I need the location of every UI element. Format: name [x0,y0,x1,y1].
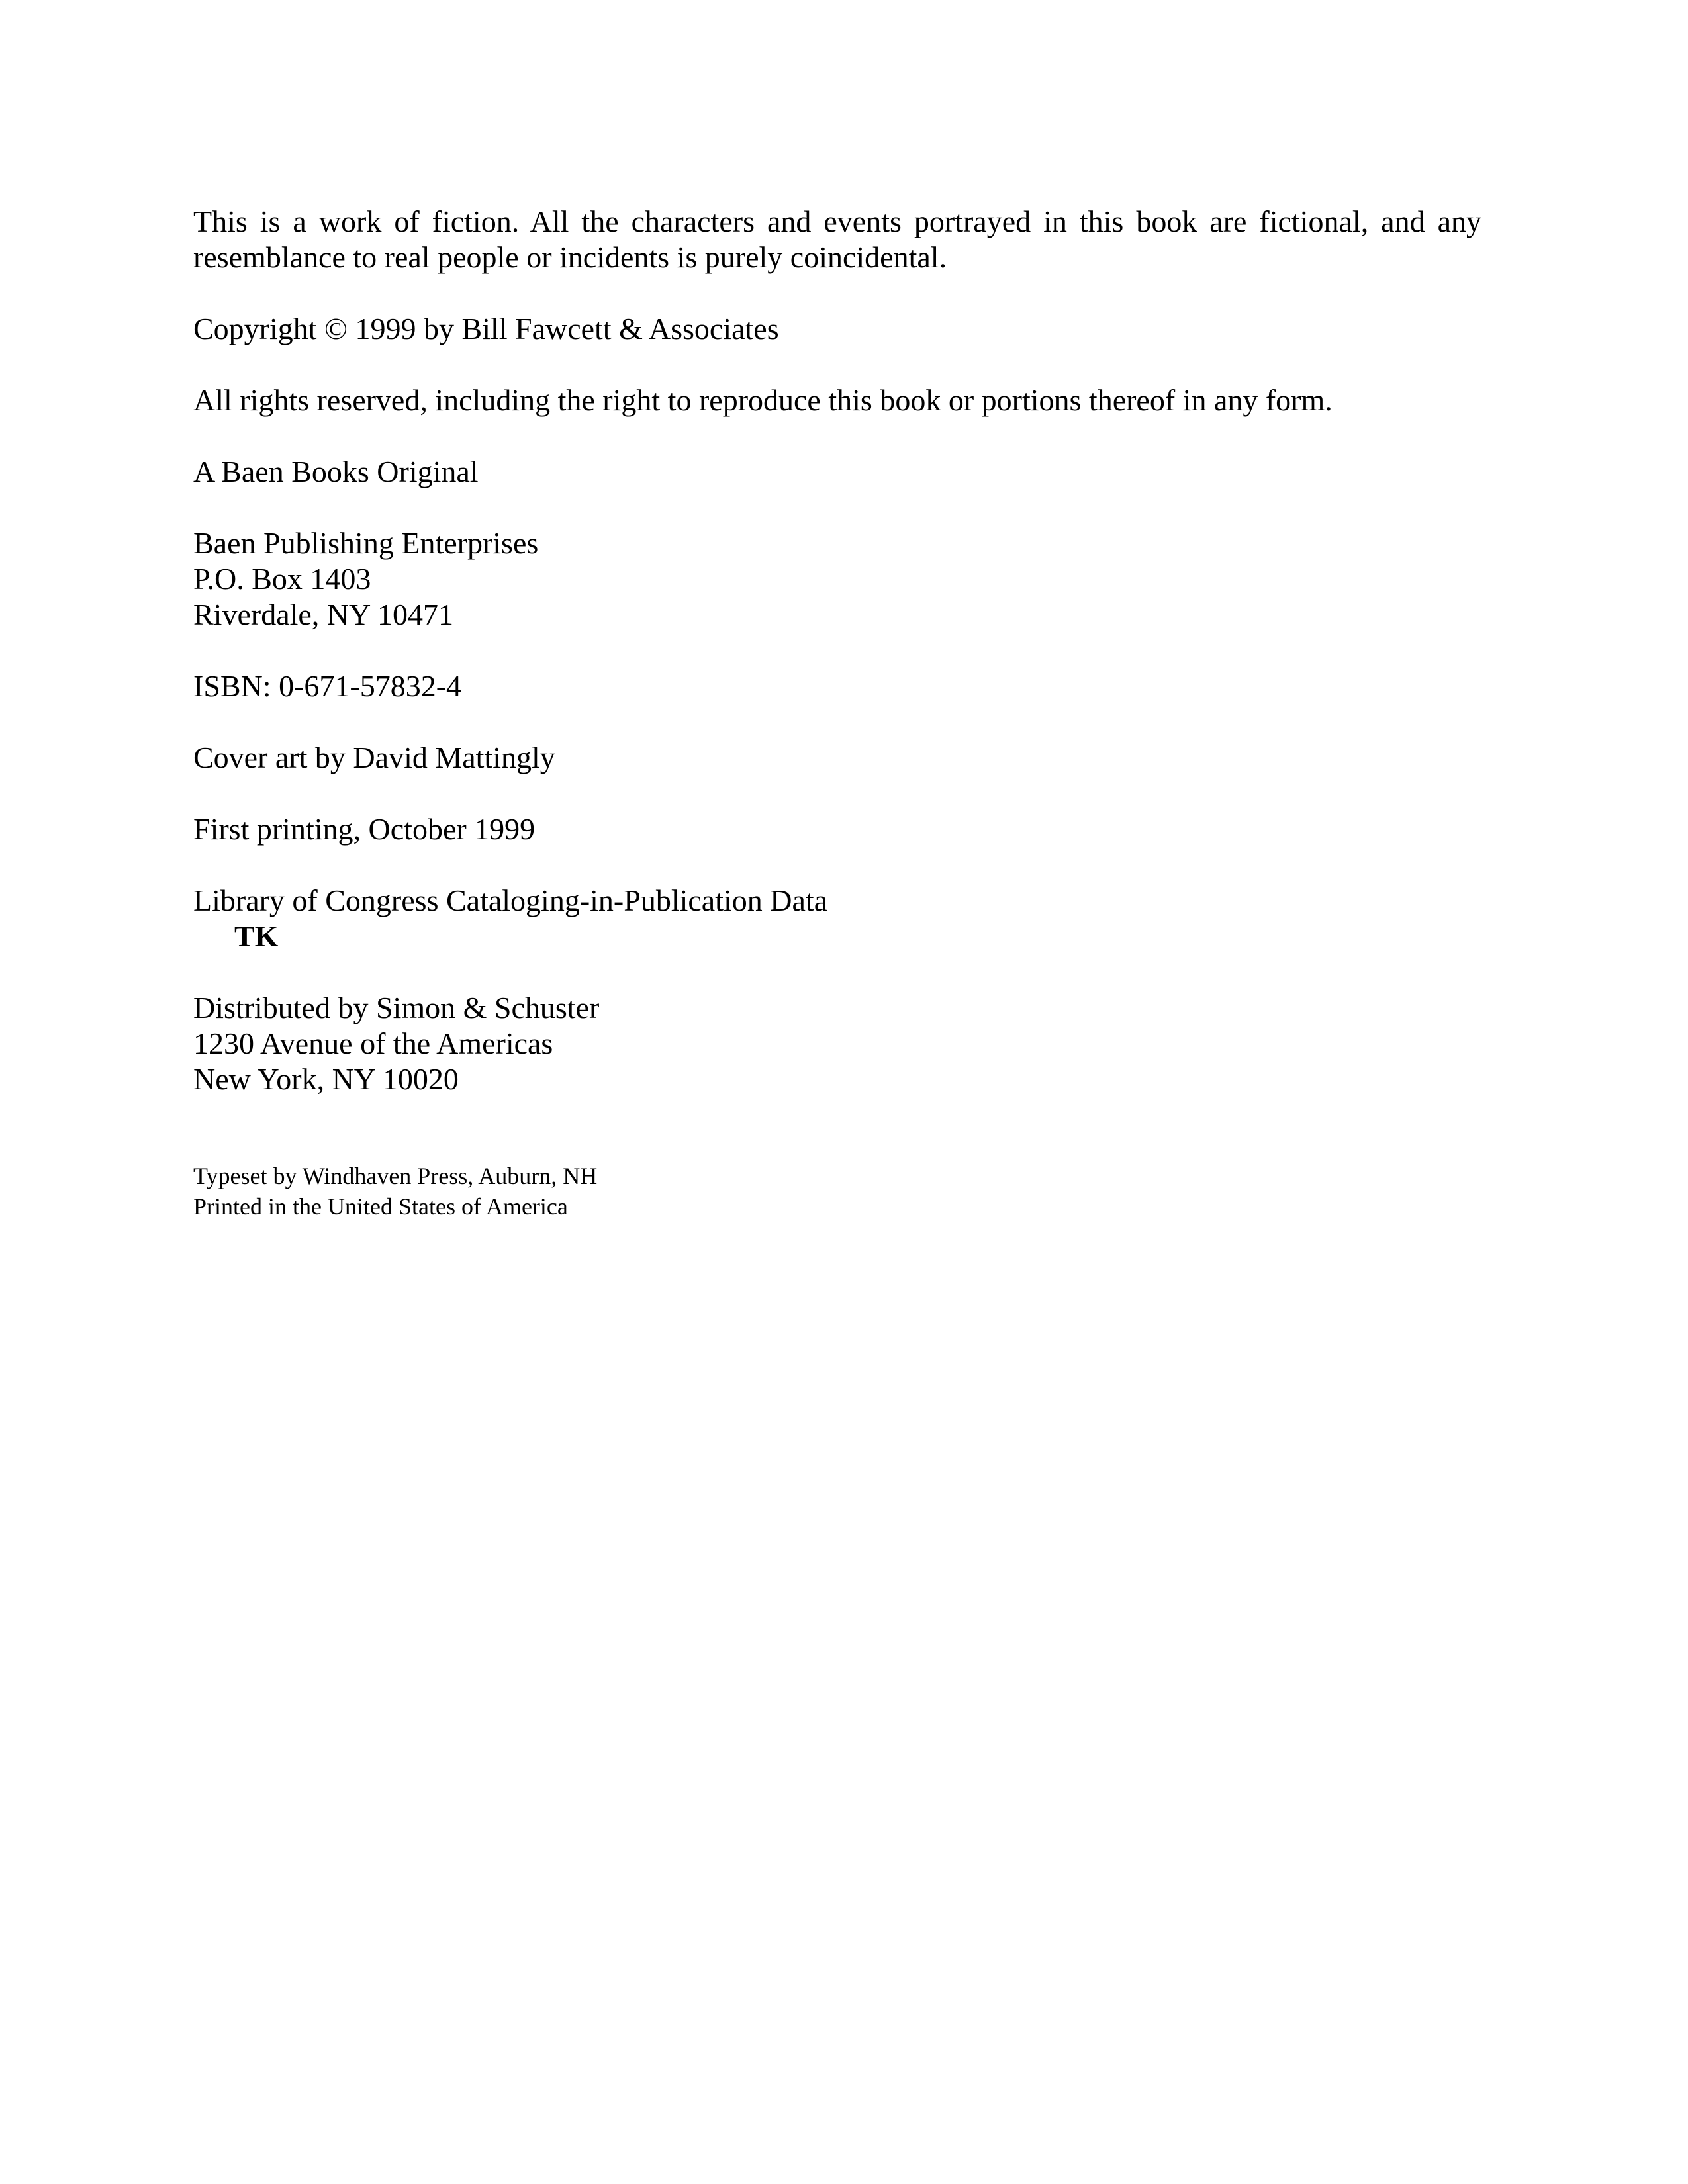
cip-block [193,883,1481,954]
cip-value: TK [234,919,279,953]
spacer [193,633,1481,668]
cip-heading: Library of Congress Cataloging-in-Publication Data [193,884,828,917]
copyright-page [193,204,1481,1222]
spacer [193,418,1481,454]
printing-line: First printing, October 1999 [193,812,536,846]
spacer [193,704,1481,740]
disclaimer-paragraph: This is a work of fiction. All the characters and events portrayed in this book are fictional, and any resemblance to real people or incidents is purely coincidental. [193,205,1481,274]
printed-line: Printed in the United States of America [193,1193,568,1220]
distributor-block [193,990,1481,1097]
isbn-line: ISBN: 0-671-57832-4 [193,669,462,703]
publisher-address-line-1: P.O. Box 1403 [193,562,371,596]
typeset-line: Typeset by Windhaven Press, Auburn, NH [193,1163,598,1189]
publisher-name: Baen Publishing Enterprises [193,526,539,560]
spacer [193,275,1481,311]
publisher-address-line-2: Riverdale, NY 10471 [193,598,454,631]
colophon-block [193,1161,1481,1222]
spacer [193,954,1481,990]
publisher-address [193,525,1481,633]
spacer [193,490,1481,525]
spacer [193,776,1481,811]
cover-art-line: Cover art by David Mattingly [193,741,555,774]
distributor-line-1: Distributed by Simon & Schuster [193,991,600,1024]
rights-line: All rights reserved, including the right to reproduce this book or portions thereof in any form. [193,383,1333,417]
distributor-line-3: New York, NY 10020 [193,1062,459,1096]
original-line: A Baen Books Original [193,455,479,488]
spacer [193,1097,1481,1161]
distributor-line-2: 1230 Avenue of the Americas [193,1026,553,1060]
spacer [193,847,1481,883]
spacer [193,347,1481,383]
copyright-line: Copyright © 1999 by Bill Fawcett & Associates [193,312,779,345]
